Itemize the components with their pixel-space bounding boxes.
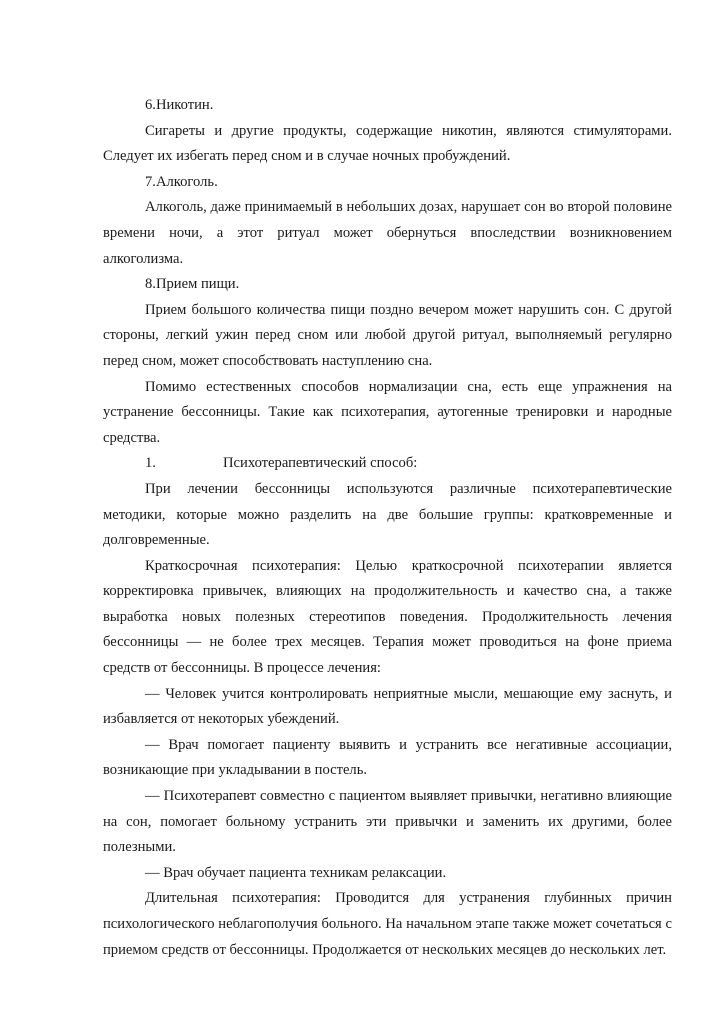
paragraph-alcohol: Алкоголь, даже принимаемый в небольших дозах, нарушает сон во второй половине времени ночи, а этот ритуал может обернуться впоследствии возникновением алкоголизма.	[103, 199, 672, 267]
paragraph-heading-food: 8.Прием пищи.	[145, 276, 240, 293]
paragraph-natural-methods: Помимо естественных способов нормализации сна, есть еще упражнения на устранение бессонницы. Такие как психотерапия, аутогенные тренировки и народные средства.	[103, 378, 672, 446]
list-item-thoughts: — Человек учится контролировать неприятные мысли, мешающие ему заснуть, и избавляется от некоторых убеждений.	[103, 685, 672, 728]
paragraph-short-term-therapy: Краткосрочная психотерапия: Целью краткосрочной психотерапии является корректировка привычек, влияющих на продолжительность и качество сна, а также выработка новых полезных стереотипов поведения. Продолжительность лечения бессонницы — не более трех месяцев. Терапия может проводиться на фоне приема средств от бессонницы. В процессе лечения:	[103, 557, 672, 677]
list-item-associations: — Врач помогает пациенту выявить и устранить все негативные ассоциации, возникающие при укладывании в постель.	[103, 736, 672, 779]
paragraph-heading-alcohol: 7.Алкоголь.	[145, 173, 218, 190]
paragraph-therapy-groups: При лечении бессонницы используются различные психотерапевтические методики, которые можно разделить на две большие группы: кратковременные и долговременные.	[103, 480, 672, 549]
numbered-heading	[103, 451, 672, 477]
paragraph-nicotine: Сигареты и другие продукты, содержащие никотин, являются стимуляторами. Следует их избегать перед сном и в случае ночных пробуждений.	[103, 122, 672, 165]
paragraph-food: Прием большого количества пищи поздно вечером может нарушить сон. С другой стороны, легкий ужин перед сном или любой другой ритуал, выполняемый регулярно перед сном, может способствовать наступлению сна.	[103, 301, 672, 369]
list-item-relaxation: — Врач обучает пациента техникам релаксации.	[145, 864, 447, 881]
list-item-habits: — Психотерапевт совместно с пациентом выявляет привычки, негативно влияющие на сон, помогает больному устранить эти привычки и заменить их другими, более полезными.	[103, 788, 672, 856]
paragraph-long-term-therapy: Длительная психотерапия: Проводится для устранения глубинных причин психологического неблагополучия больного. На начальном этапе также может сочетаться с приемом средств от бессонницы. Продолжается от нескольких месяцев до нескольких лет.	[103, 890, 672, 958]
document-body	[103, 93, 672, 963]
paragraph-heading-nicotine: 6.Никотин.	[145, 97, 214, 113]
heading-number: 1.	[145, 455, 156, 472]
heading-text: Психотерапевтический способ:	[223, 455, 418, 472]
